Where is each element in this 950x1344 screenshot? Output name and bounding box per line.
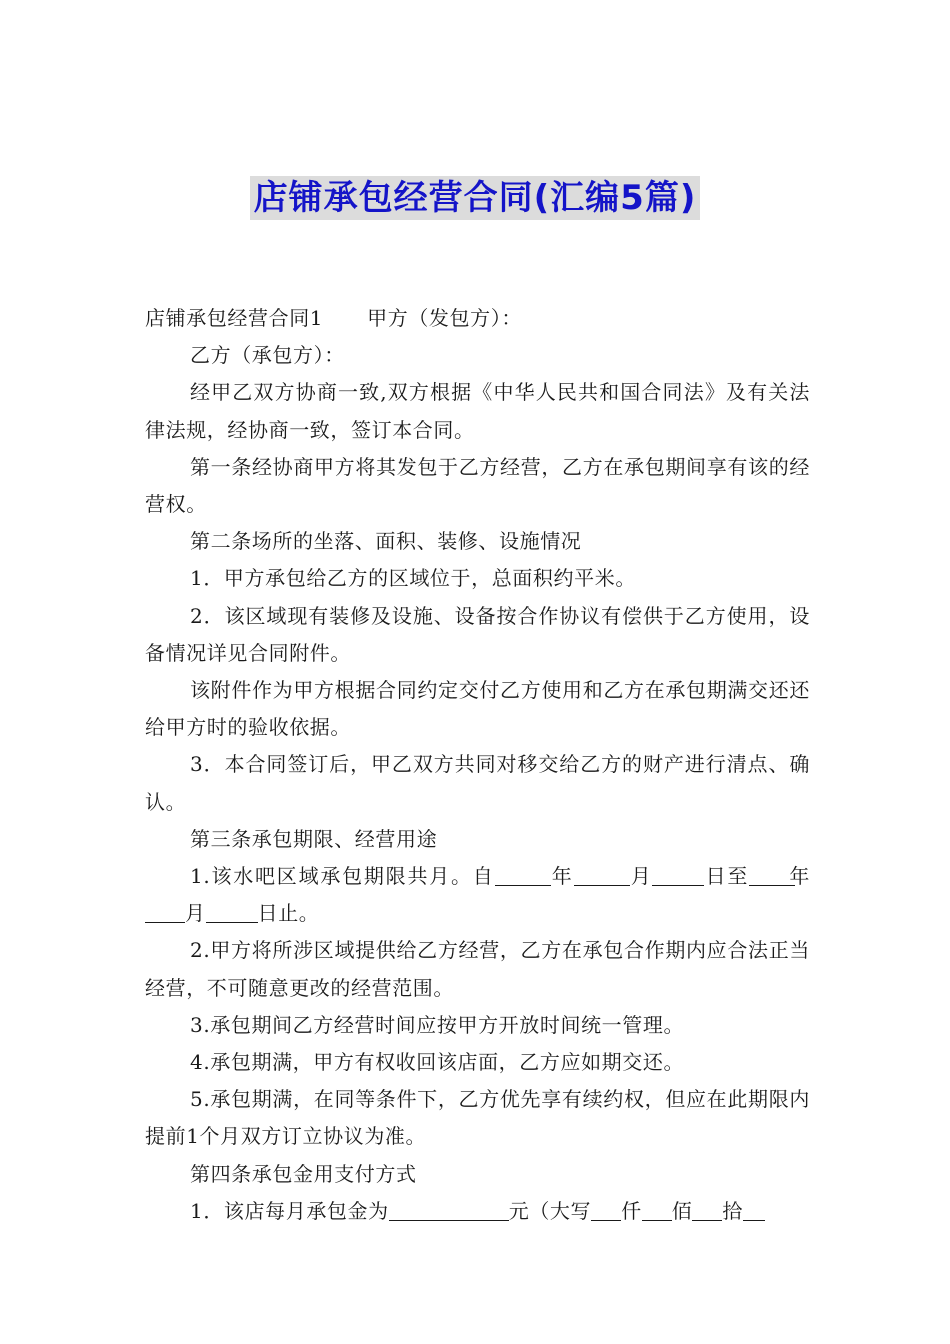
tens-label: 拾	[722, 1198, 743, 1223]
year-label: 年	[550, 864, 574, 889]
article-1: 第一条经协商甲方将其发包于乙方经营，乙方在承包期间享有该的经营权。	[145, 454, 810, 517]
rent-uppercase-label: 元（大写	[508, 1198, 592, 1223]
article-3-heading: 第三条承包期限、经营用途	[190, 826, 438, 851]
end-year-label: 年	[788, 864, 810, 889]
document-body	[145, 300, 810, 1230]
article-2-item-2: 2．该区域现有装修及设施、设备按合作协议有偿供于乙方使用，设备情况详见合同附件。	[145, 603, 810, 665]
paragraph-1: 经甲乙双方协商一致,双方根据《中华人民共和国合同法》及有关法律法规，经协商一致，签订本合同。	[145, 380, 810, 442]
article-4-item-1	[145, 1193, 810, 1230]
intro-label: 店铺承包经营合同1	[145, 306, 324, 330]
blank-rent-amount	[389, 1200, 509, 1221]
blank-tens	[692, 1200, 722, 1221]
rent-text-start: 1．该店每月承包金为	[190, 1198, 389, 1223]
intro-line	[145, 300, 810, 337]
blank-thousands	[591, 1200, 621, 1221]
term-text-start: 1.该水吧区域承包期限共月。自	[190, 864, 495, 889]
article-3-item-1	[145, 858, 810, 932]
article-2-item-3: 3．本合同签订后，甲乙双方共同对移交给乙方的财产进行清点、确认。	[145, 752, 810, 814]
article-2-item-1: 1．甲方承包给乙方的区域位于，总面积约平米。	[190, 566, 636, 591]
blank-hundreds	[642, 1200, 672, 1221]
party-b-label: 乙方（承包方）：	[190, 343, 345, 368]
blank-end-day	[206, 902, 258, 923]
blank-start-month	[574, 865, 630, 886]
day-to-label: 日至	[704, 864, 750, 889]
month-label: 月	[629, 864, 653, 889]
thousands-label: 仟	[621, 1198, 642, 1223]
article-3-item-4: 4.承包期满，甲方有权收回该店面，乙方应如期交还。	[190, 1050, 685, 1075]
article-3-item-2: 2.甲方将所涉区域提供给乙方经营，乙方在承包合作期内应合法正当经营，不可随意更改的经营范围。	[145, 938, 810, 1000]
article-2-annex-note: 该附件作为甲方根据合同约定交付乙方使用和乙方在承包期满交还还给甲方时的验收依据。	[145, 678, 810, 740]
article-4-heading: 第四条承包金用支付方式	[190, 1161, 417, 1186]
blank-start-year	[495, 865, 551, 886]
party-a-label: 甲方（发包方）：	[367, 306, 522, 330]
title-container	[0, 176, 950, 220]
blank-start-day	[652, 865, 704, 886]
blank-end-year-part2	[768, 865, 788, 886]
blank-end-month	[145, 902, 185, 923]
end-day-label: 日止。	[257, 901, 320, 926]
blank-tail	[743, 1200, 765, 1221]
hundreds-label: 佰	[671, 1198, 693, 1223]
end-month-label: 月	[185, 901, 206, 926]
document-title: 店铺承包经营合同(汇编5篇)	[250, 176, 701, 220]
article-3-item-5: 5.承包期满，在同等条件下，乙方优先享有续约权，但应在此期限内提前1个月双方订立协议为准。	[145, 1087, 810, 1149]
article-2-heading: 第二条场所的坐落、面积、装修、设施情况	[190, 529, 582, 554]
article-3-item-3: 3.承包期间乙方经营时间应按甲方开放时间统一管理。	[190, 1012, 685, 1037]
